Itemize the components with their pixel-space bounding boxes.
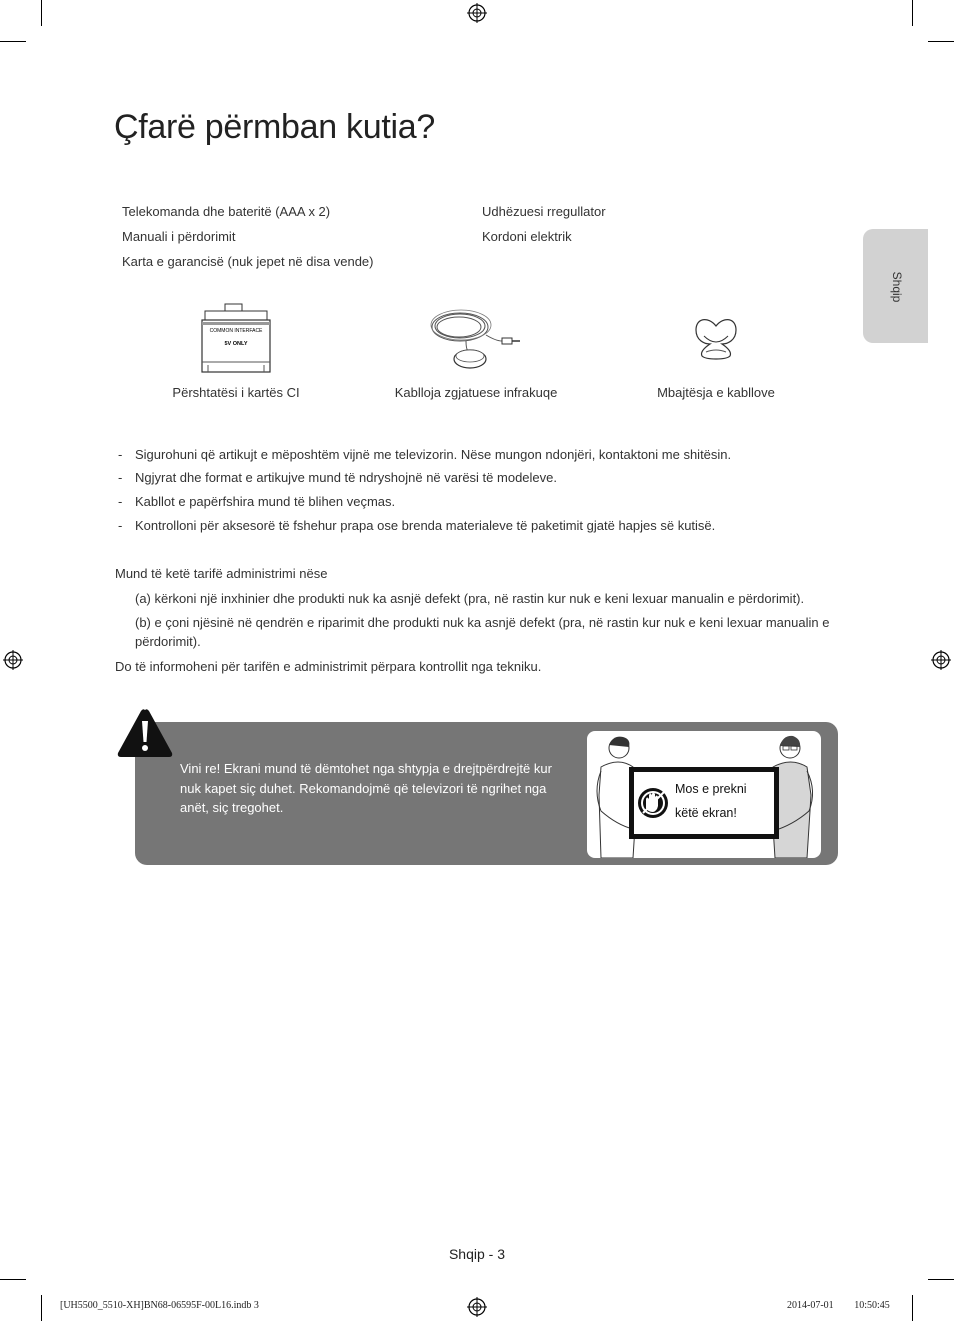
page-number: Shqip - 3 bbox=[448, 1246, 506, 1262]
ir-extender-cable-icon bbox=[426, 305, 526, 373]
tv-screen-text: Mos e prekni bbox=[675, 782, 747, 796]
side-tab-label: Shqip bbox=[890, 271, 904, 303]
accessory-label: Mbajtësja e kabllove bbox=[657, 385, 775, 400]
note-text: Sigurohuni që artikujt e mëposhtëm vijnë me televizorin. Nëse mungon ndonjëri, kontaktoni me shitësin. bbox=[135, 447, 732, 462]
crop-mark bbox=[912, 1295, 913, 1321]
language-side-tab bbox=[863, 229, 928, 343]
imprint-file: [UH5500_5510-XH]BN68-06595F-00L16.indb 3 bbox=[60, 1300, 259, 1311]
tv-screen-text: këtë ekran! bbox=[675, 806, 737, 820]
registration-mark-icon bbox=[467, 1297, 487, 1317]
crop-mark bbox=[0, 41, 26, 42]
registration-mark-icon bbox=[467, 3, 487, 23]
contents-item: Udhëzuesi rregullator bbox=[482, 204, 606, 219]
imprint-date: 2014-07-01 ￿￿ 10:50:45 bbox=[787, 1300, 890, 1311]
warning-lead: Vini re bbox=[180, 761, 217, 776]
note-item: - Ngjyrat dhe format e artikujve mund të ndryshojnë në varësi të modeleve. bbox=[118, 470, 557, 485]
note-text: Ngjyrat dhe format e artikujve mund të ndryshojnë në varësi të modeleve. bbox=[135, 470, 557, 485]
crop-mark bbox=[912, 0, 913, 26]
accessory-label: Përshtatësi i kartës CI bbox=[172, 385, 300, 400]
contents-item: Telekomanda dhe bateritë (AAA x 2) bbox=[122, 204, 331, 219]
admin-fee-case-b: (b) e çoni njësinë në qendrën e riparimit dhe produkti nuk ka asnjë defekt (pra, në rastin kur nuk e keni lexuar manualin e bbox=[135, 615, 830, 630]
accessory-label: Kablloja zgjatuese infrakuqe bbox=[394, 385, 558, 400]
note-item: - Kontrolloni për aksesorë të fshehur prapa ose brenda materialeve të paketimit gjatë hapjes së kutisë. bbox=[118, 518, 716, 533]
note-item: - Kabllot e papërfshira mund të blihen veçmas. bbox=[118, 494, 396, 509]
registration-mark-icon bbox=[931, 650, 951, 670]
crop-mark bbox=[41, 1295, 42, 1321]
contents-item: Karta e garancisë (nuk jepet në disa vende) bbox=[122, 254, 374, 269]
people-carrying-tv-icon bbox=[587, 731, 821, 858]
note-text: Kontrolloni për aksesorë të fshehur prapa ose brenda materialeve të paketimit gjatë hapjes së kutisë. bbox=[135, 518, 716, 533]
warning-body: ! Ekrani mund të dëmtohet nga shtypja e drejtpërdrejtë kur nuk kapet siç duhet. Rekomandojmë që televizori të ngrihet nga anët, siç tregohet. bbox=[180, 761, 552, 815]
contents-item: Kordoni elektrik bbox=[482, 229, 572, 244]
tv-handling-illustration bbox=[587, 731, 821, 858]
cable-holder-icon bbox=[690, 314, 742, 362]
crop-mark bbox=[928, 1279, 954, 1280]
crop-mark bbox=[41, 0, 42, 26]
page-title: Çfarë përmban kutia? bbox=[114, 108, 435, 146]
note-text: Kabllot e papërfshira mund të blihen veçmas. bbox=[135, 494, 396, 509]
warning-text bbox=[180, 759, 565, 818]
contents-item: Manuali i përdorimit bbox=[122, 229, 236, 244]
admin-fee-case-b-cont: përdorimit). bbox=[135, 634, 201, 649]
crop-mark bbox=[0, 1279, 26, 1280]
crop-mark bbox=[928, 41, 954, 42]
ci-card-adapter-icon bbox=[198, 302, 274, 374]
admin-fee-case-a: (a) kërkoni një inxhinier dhe produkti nuk ka asnjë defekt (pra, në rastin kur nuk e keni lexuar manualin e përdorimit). bbox=[135, 591, 805, 606]
ci-card-text: COMMON INTERFACE bbox=[209, 328, 263, 334]
admin-fee-info: Do të informoheni për tarifën e administrimit përpara kontrollit nga tekniku. bbox=[115, 659, 542, 674]
registration-mark-icon bbox=[3, 650, 23, 670]
note-item: - Sigurohuni që artikujt e mëposhtëm vijnë me televizorin. Nëse mungon ndonjëri, kontaktoni me shitësin. bbox=[118, 447, 732, 462]
admin-fee-intro: Mund të ketë tarifë administrimi nëse bbox=[115, 566, 328, 581]
ci-card-text: 5V ONLY bbox=[224, 341, 248, 347]
warning-triangle-icon bbox=[115, 707, 175, 759]
